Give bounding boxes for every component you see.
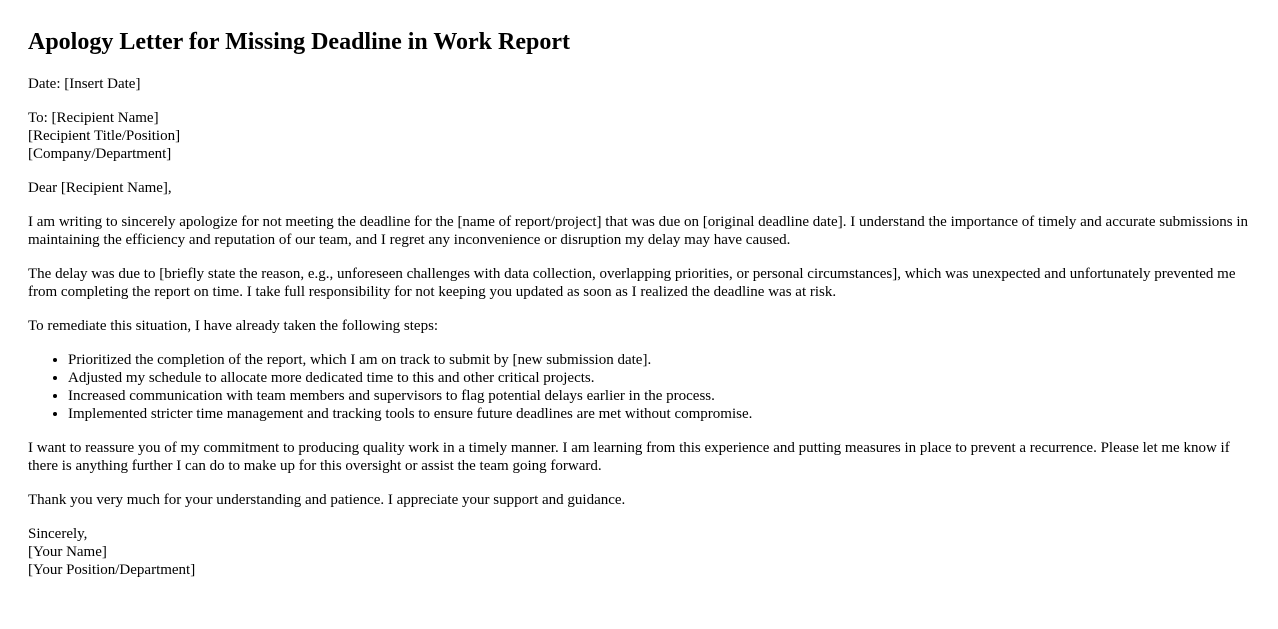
thanks-paragraph: Thank you very much for your understanding and patience. I appreciate your support and guidance. (28, 492, 626, 508)
reason-paragraph: The delay was due to [briefly state the reason, e.g., unforeseen challenges with data collection, overlapping priorities, or personal circumstances], which was unexpected and unfortunately prevented me from completing the report on time. I take full responsibility for not keeping you updated as soon as I realized the deadline was at risk. (28, 266, 1236, 300)
recipient-block (28, 109, 1250, 163)
recipient-company-line: [Company/Department] (28, 146, 172, 162)
recipient-name-line: To: [Recipient Name] (28, 110, 159, 126)
salutation: Dear [Recipient Name], (28, 180, 172, 196)
list-item: • Prioritized the completion of the report, which I am on track to submit by [new submission date]. (68, 351, 1250, 369)
apology-paragraph: I am writing to sincerely apologize for not meeting the deadline for the [name of report/project] that was due on [original deadline date]. I understand the importance of timely and accurate submissions in maintaining the efficiency and reputation of our team, and I regret any inconvenience or disruption my delay may have caused. (28, 214, 1249, 248)
list-item: • Adjusted my schedule to allocate more dedicated time to this and other critical projects. (68, 369, 1250, 387)
letter-page (0, 28, 1278, 579)
signature-closing: Sincerely, (28, 526, 88, 542)
signature-position: [Your Position/Department] (28, 562, 196, 578)
recipient-title-line: [Recipient Title/Position] (28, 128, 181, 144)
list-item: • Implemented stricter time management and tracking tools to ensure future deadlines are met without compromise. (68, 405, 1250, 423)
remediation-steps-list (28, 351, 1250, 423)
commitment-paragraph: I want to reassure you of my commitment to producing quality work in a timely manner. I am learning from this experience and putting measures in place to prevent a recurrence. Please let me know if there is anything further I can do to make up for this oversight or assist the team going forward. (28, 440, 1230, 474)
date-line: Date: [Insert Date] (28, 76, 141, 92)
remediation-intro: To remediate this situation, I have already taken the following steps: (28, 318, 439, 334)
letter-title: Apology Letter for Missing Deadline in Work Report (28, 29, 570, 55)
signature-name: [Your Name] (28, 544, 107, 560)
signature-block (28, 525, 1250, 579)
list-item: • Increased communication with team members and supervisors to flag potential delays earlier in the process. (68, 387, 1250, 405)
